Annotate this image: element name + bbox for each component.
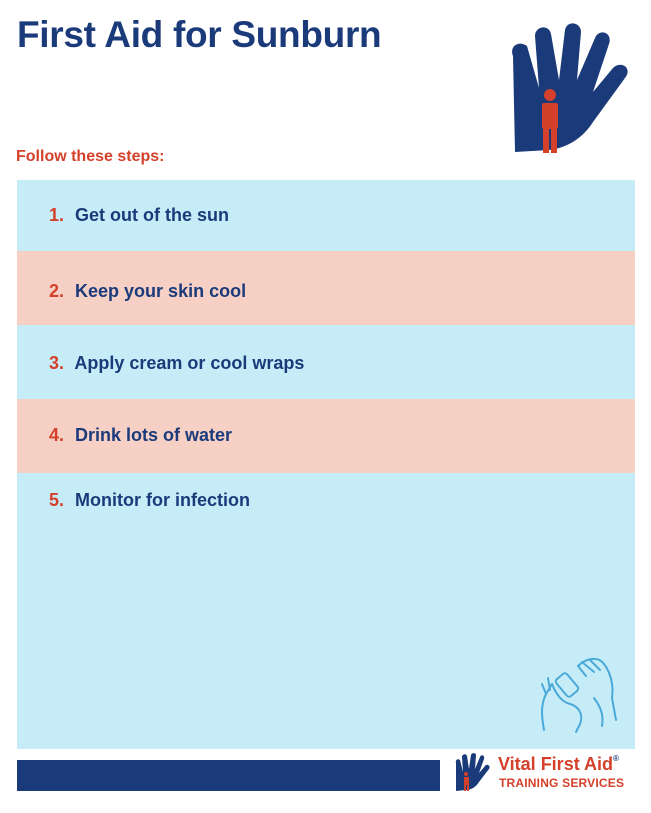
page-title: First Aid for Sunburn [17,14,382,55]
step-item [17,251,635,325]
step-number: 5. [49,490,65,510]
step-text: Get out of the sun [75,205,230,225]
steps-intro-label: Follow these steps: [16,148,165,165]
step-number: 2. [49,281,65,301]
step-item [17,325,635,399]
step-number: 4. [49,425,65,445]
step-text: Keep your skin cool [75,281,247,301]
step-text: Apply cream or cool wraps [74,353,305,373]
step-item [17,180,635,251]
step-number: 3. [49,353,65,373]
brand-name [498,754,619,775]
step-item [17,399,635,473]
brand-name-text: Vital First Aid [498,754,614,774]
footer-bar [17,760,440,791]
hand-person-logo-icon [453,752,493,792]
brand-registered-mark: ® [613,754,619,763]
brand-subtitle: TRAINING SERVICES [499,776,625,790]
step-number: 1. [49,205,65,225]
step-text: Monitor for infection [75,490,251,510]
hand-person-logo-icon [505,22,640,155]
step-text: Drink lots of water [75,425,233,445]
applying-cream-hands-icon [538,654,620,734]
